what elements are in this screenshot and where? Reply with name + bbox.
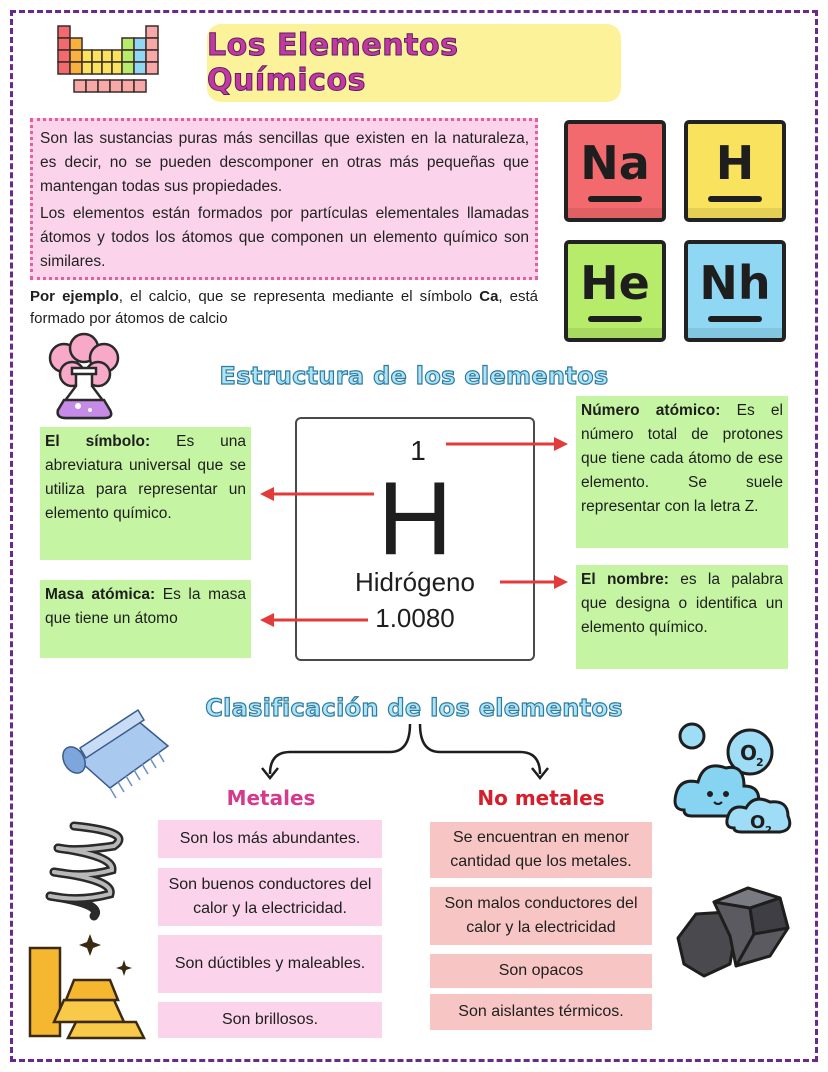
symbol-label: El símbolo: bbox=[45, 433, 151, 450]
intro-paragraph-2: Los elementos están formados por partículas elementales llamadas átomos y todos los átomos que componen un elemento químico son similares. bbox=[40, 205, 529, 270]
svg-text:O: O bbox=[750, 812, 766, 833]
element-name: Hidrógeno bbox=[355, 567, 475, 597]
metals-item: Son los más abundantes. bbox=[158, 820, 382, 858]
name-text: es la palabra que designa o identifica un elemento químico. bbox=[581, 571, 784, 636]
coal-rock-icon bbox=[674, 884, 792, 982]
intro-paragraph-1: Son las sustancias puras más sencillas que existen en la naturaleza, es decir, no se pueden descomponer en otras más pequeñas que mantengan todas sus propiedades. bbox=[40, 130, 529, 195]
element-symbol: H bbox=[377, 461, 453, 577]
name-label: El nombre: bbox=[581, 571, 669, 588]
atomic-number: 1 bbox=[410, 435, 426, 466]
metals-item: Son brillosos. bbox=[158, 1002, 382, 1038]
metal-sheet-icon bbox=[60, 708, 172, 800]
nonmetals-item: Son malos conductores del calor y la electricidad bbox=[430, 887, 652, 945]
mass-text: Es la masa que tiene un átomo bbox=[45, 586, 246, 627]
mass-label: Masa atómica: bbox=[45, 586, 156, 603]
tile-symbol: Na bbox=[580, 136, 650, 190]
nonmetals-title: No metales bbox=[477, 786, 605, 810]
symbol-text: Es una abreviatura universal que se utiliza para representar un elemento químico. bbox=[45, 433, 246, 522]
svg-text:O: O bbox=[740, 741, 758, 765]
example-text-2: , está formado por átomos de calcio bbox=[30, 288, 539, 327]
nonmetals-item: Son opacos bbox=[430, 954, 652, 988]
svg-text:2: 2 bbox=[765, 825, 772, 836]
tile-symbol: H bbox=[715, 136, 755, 190]
spring-icon bbox=[34, 812, 146, 924]
nonmetals-item: Se encuentran en menor cantidad que los metales. bbox=[430, 822, 652, 878]
svg-text:2: 2 bbox=[756, 756, 764, 769]
example-symbol: Ca bbox=[479, 288, 499, 305]
metals-item: Son dúctibles y maleables. bbox=[158, 935, 382, 993]
classification-title: Clasificación de los elementos bbox=[205, 694, 623, 722]
number-text: Es el número total de protones que tiene cada átomo de ese elemento. Se suele representar con la letra Z. bbox=[581, 402, 783, 515]
tile-symbol: He bbox=[580, 256, 650, 310]
example-bold: Por ejemplo bbox=[30, 288, 119, 305]
tile-symbol: Nh bbox=[699, 256, 771, 310]
nonmetals-item: Son aislantes térmicos. bbox=[430, 994, 652, 1030]
metals-item: Son buenos conductores del calor y la electricidad. bbox=[158, 868, 382, 926]
metals-title: Metales bbox=[226, 786, 316, 810]
gold-bars-icon bbox=[24, 930, 150, 1042]
number-label: Número atómico: bbox=[581, 402, 721, 419]
example-text-1: , el calcio, que se representa mediante el símbolo bbox=[118, 288, 480, 305]
oxygen-cloud-icon bbox=[670, 720, 800, 842]
page-title: Los Elementos Químicos bbox=[207, 28, 459, 98]
atomic-mass: 1.0080 bbox=[375, 603, 455, 633]
structure-title: Estructura de los elementos bbox=[219, 362, 609, 390]
